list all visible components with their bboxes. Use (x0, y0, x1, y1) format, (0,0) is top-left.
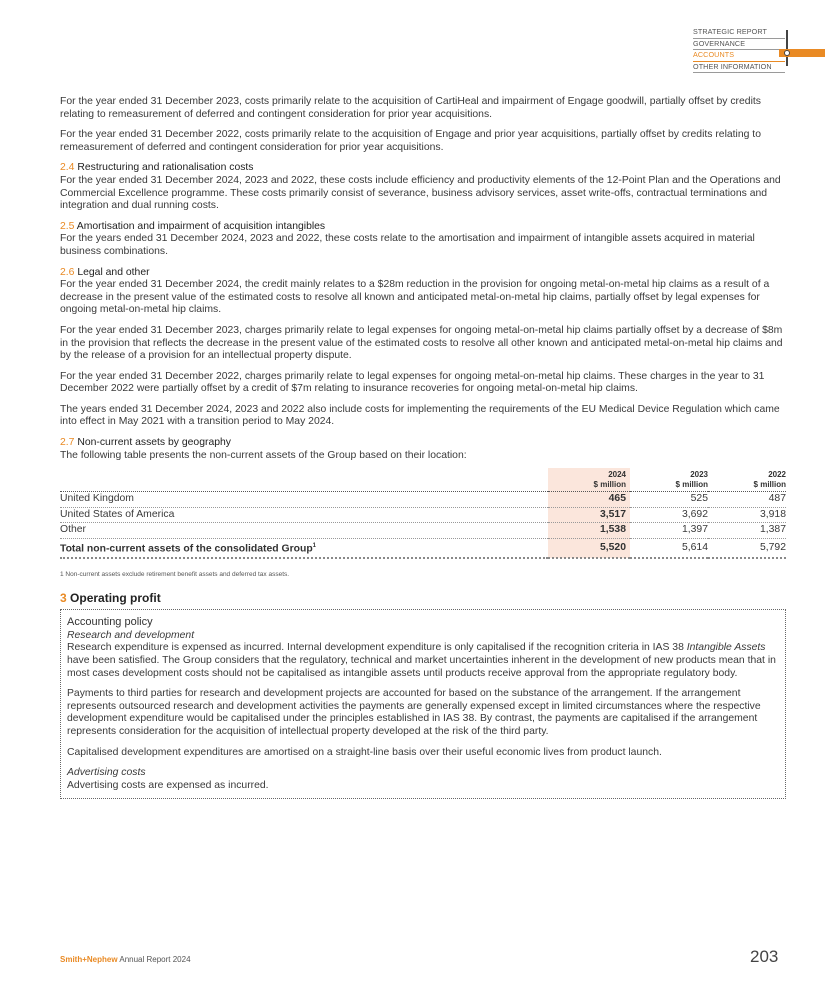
accounting-policy-box (60, 609, 786, 799)
col-2022: 2022 $ million (708, 468, 786, 492)
nav-track (786, 30, 788, 66)
s26-p4: The years ended 31 December 2024, 2023 and 2022 also include costs for implementing the requirements of the EU Medical Device Regulation which came into effect in May 2021 with a transition period to May 2024. (60, 403, 780, 428)
heading-2-5: 2.5 Amortisation and impairment of acquisition intangibles (60, 220, 326, 232)
nav-position-dot (784, 50, 790, 56)
heading-2-7: 2.7 Non-current assets by geography (60, 437, 231, 449)
heading-2-4: 2.4 Restructuring and rationalisation costs (60, 162, 254, 174)
s26-p1: For the year ended 31 December 2024, the credit mainly relates to a $28m reduction in the provision for ongoing metal-on-metal hip claims as a result of a decrease in the present value of the estimated costs to resolve all known and anticipated metal-on-metal hip claims, partially offset by legal expenses for ongoing metal-on-metal hip claims. (60, 279, 770, 316)
footer-brand: Smith+Nephew Annual Report 2024 (60, 955, 191, 964)
heading-3: 3 Operating profit (60, 590, 161, 605)
page-number: 203 (750, 947, 779, 966)
page-content (60, 96, 786, 799)
table-row: United States of America 3,517 3,692 3,918 (60, 507, 786, 523)
heading-2-6: 2.6 Legal and other (60, 266, 150, 278)
rd-subheading: Research and development (67, 629, 195, 641)
table-total-row: Total non-current assets of the consolidated Group$^1$ 5,520 5,614 5,792 (60, 539, 786, 559)
policy-title: Accounting policy (67, 616, 153, 629)
section-nav (693, 27, 785, 73)
advertising-subheading: Advertising costs (67, 767, 146, 779)
rd-p2: Payments to third parties for research and development projects are accounted for based on the substance of the arrangement. If the arrangement represents outsourced research and development activities the payments are generally expensed except in limited circumstances where the respective development expenditure would be capitalised under the principles established in IAS 38. By contrast, the payments are capitalised if the arrangement represents consideration for the acquisition of intellectual property developed at the risk of the third party. (67, 688, 761, 738)
s26-p3: For the year ended 31 December 2022, charges primarily relate to legal expenses for ongoing metal-on-metal hip claims. These charges in the year to 31 December 2022 were partially offset by a credit of $7m relating to insurance recoveries for ongoing metal-on-metal hip claims. (60, 370, 765, 395)
s26-p2: For the year ended 31 December 2023, charges primarily relate to legal expenses for ongoing metal-on-metal hip claims partially offset by a decrease of $8m in the provision that reflects the decrease in the present value of the estimated costs to resolve all other known and anticipated metal-on-metal hip claims and by the release of a provision for an intellectual property dispute. (60, 324, 783, 362)
s25-body: For the years ended 31 December 2024, 2023 and 2022, these costs relate to the amortisation and impairment of intangible assets acquired in material business combinations. (60, 233, 755, 257)
col-2024: 2024 $ million (548, 468, 630, 492)
nav-strategic-report[interactable]: STRATEGIC REPORT (693, 27, 785, 39)
geography-table (60, 468, 786, 559)
table-row: United Kingdom 465 525 487 (60, 492, 786, 508)
nav-other-information[interactable]: OTHER INFORMATION (693, 62, 785, 74)
rd-p3: Capitalised development expenditures are amortised on a straight-line basis over their useful economic lives from product launch. (67, 746, 662, 758)
s27-body: The following table presents the non-current assets of the Group based on their location: (60, 449, 467, 461)
table-footnote: 1 Non-current assets exclude retirement benefit assets and deferred tax assets. (60, 571, 290, 579)
advertising-p: Advertising costs are expensed as incurred. (67, 779, 269, 791)
intro-2023: For the year ended 31 December 2023, costs primarily relate to the acquisition of CartiHeal and impairment of Engage goodwill, partially offset by credits relating to remeasurement of deferred and contingent consideration for prior year acquisitions. (60, 96, 761, 120)
nav-accounts[interactable]: ACCOUNTS (693, 50, 785, 62)
s24-body: For the year ended 31 December 2024, 2023 and 2022, these costs include efficiency and productivity elements of the 12-Point Plan and the Operations and Commercial Excellence programme. These costs primarily consist of severance, business advisory services, asset write-offs, contractual terminations and integration and dual running costs. (60, 174, 781, 212)
table-row: Other 1,538 1,397 1,387 (60, 523, 786, 539)
intro-2022: For the year ended 31 December 2022, costs primarily relate to the acquisition of Engage and prior year acquisitions, partially offset by credits relating to remeasurement of deferred and contingent consideration for prior year acquisitions. (60, 129, 761, 153)
col-2023: 2023 $ million (630, 468, 708, 492)
nav-governance[interactable]: GOVERNANCE (693, 39, 785, 51)
rd-p1: Research expenditure is expensed as incurred. Internal development expenditure is only capitalised if the recognition criteria in IAS 38 Intangible Assets have been satisfied. The Group considers that the regulatory, technical and market uncertainties inherent in the development of new products mean that in most cases development costs should not be capitalised as intangible assets until products receive approval from the appropriate regulatory body. (67, 642, 776, 679)
